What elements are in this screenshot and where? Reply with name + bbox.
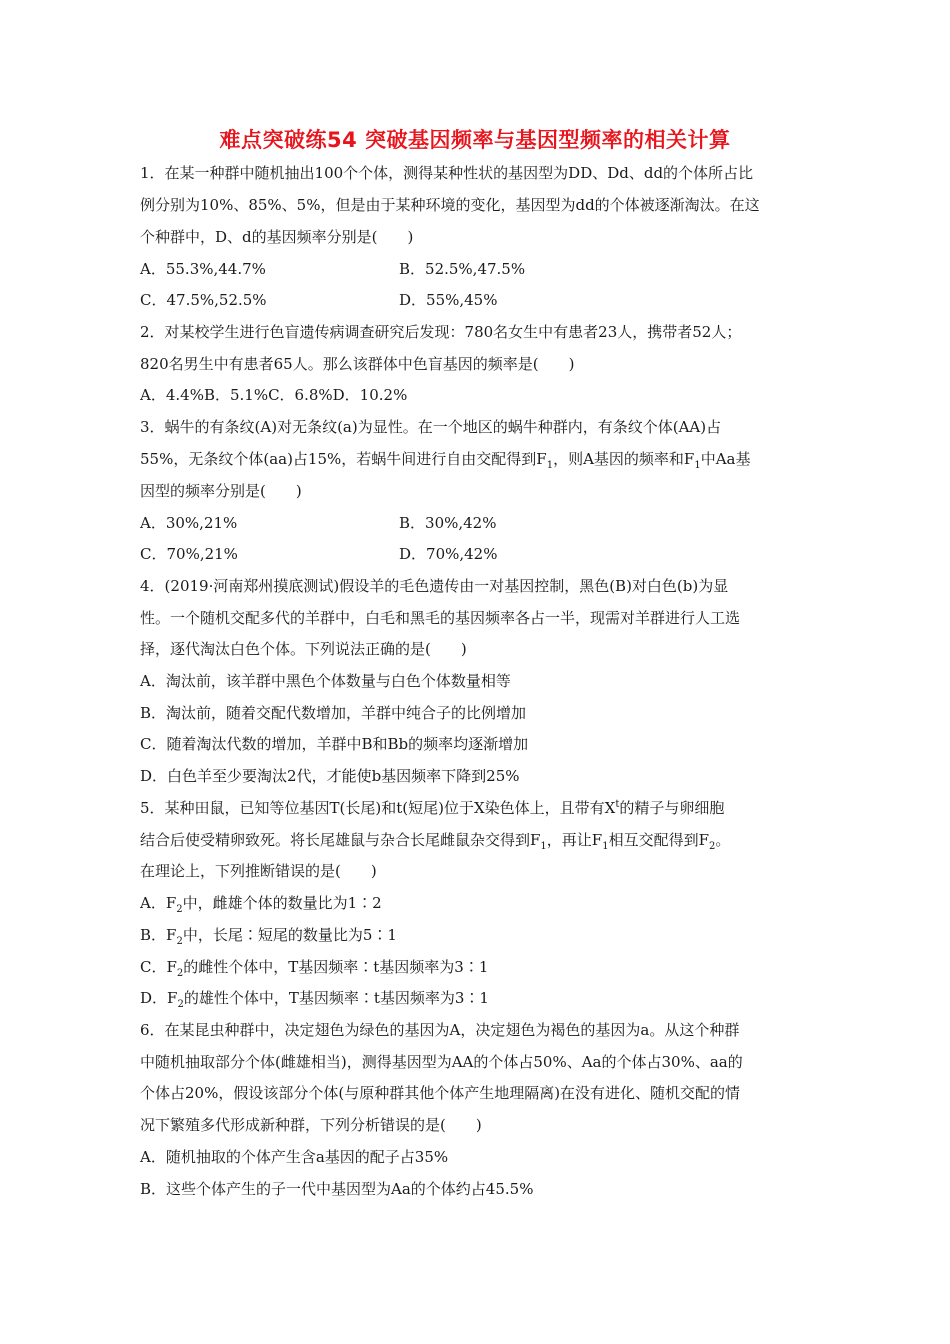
q6-stem-line1: 6．在某昆虫种群中，决定翅色为绿色的基因为A，决定翅色为褐色的基因为a。从这个种群 bbox=[140, 1021, 740, 1039]
q1-option-d: D．55%,45% bbox=[399, 291, 498, 309]
q5-stem-line1: 5．某种田鼠，已知等位基因T(长尾)和t(短尾)位于X染色体上，且带有$X^t$的精子与卵细胞 bbox=[140, 799, 725, 817]
q3-option-d: D．70%,42% bbox=[399, 545, 498, 563]
q4-stem-line2: 性。一个随机交配多代的羊群中，白毛和黑毛的基因频率各占一半，现需对羊群进行人工选 bbox=[140, 609, 741, 627]
q6-stem-line4: 况下繁殖多代形成新种群，下列分析错误的是( ) bbox=[140, 1116, 482, 1134]
q5-option-d: D．$F_2$的雄性个体中，T基因频率∶t基因频率为3∶1 bbox=[140, 989, 489, 1010]
q3-option-a: A．30%,21% bbox=[140, 514, 238, 532]
q4-stem-line3: 择，逐代淘汰白色个体。下列说法正确的是( ) bbox=[140, 640, 467, 658]
page-title: 难点突破练54 突破基因频率与基因型频率的相关计算 bbox=[219, 128, 731, 152]
q6-stem-line3: 个体占20%，假设该部分个体(与原种群其他个体产生地理隔离)在没有进化、随机交配的情 bbox=[140, 1084, 741, 1102]
q3-stem-line2: 55%，无条纹个体(aa)占15%，若蜗牛间进行自由交配得到$F_1$，则A基因的频率和$F_1$中Aa基 bbox=[140, 450, 751, 471]
q5-option-b: B．$F_2$中，长尾∶短尾的数量比为5∶1 bbox=[140, 926, 397, 947]
q1-option-b: B．52.5%,47.5% bbox=[399, 260, 526, 278]
q5-option-a: A．$F_2$中，雌雄个体的数量比为1∶2 bbox=[140, 894, 382, 915]
q1-stem-line1: 1．在某一种群中随机抽出100个个体，测得某种性状的基因型为DD、Dd、dd的个体所占比 bbox=[140, 164, 754, 182]
q1-stem-line3: 个种群中，D、d的基因频率分别是( ) bbox=[140, 228, 414, 246]
q3-option-b: B．30%,42% bbox=[399, 514, 497, 532]
q4-option-c: C．随着淘汰代数的增加，羊群中B和Bb的频率均逐渐增加 bbox=[140, 735, 529, 753]
q6-stem-line2: 中随机抽取部分个体(雌雄相当)，测得基因型为AA的个体占50%、Aa的个体占30%、aa的 bbox=[140, 1053, 743, 1071]
q2-options: A．4.4%B．5.1%C．6.8%D．10.2% bbox=[140, 386, 408, 404]
q3-option-c: C．70%,21% bbox=[140, 545, 238, 563]
q4-option-a: A．淘汰前，该羊群中黑色个体数量与白色个体数量相等 bbox=[140, 672, 511, 690]
q1-stem-line2: 例分别为10%、85%、5%，但是由于某种环境的变化，基因型为dd的个体被逐渐淘汰。在这 bbox=[140, 196, 760, 214]
q4-stem-line1: 4．(2019·河南郑州摸底测试)假设羊的毛色遗传由一对基因控制，黑色(B)对白色(b)为显 bbox=[140, 577, 729, 595]
q1-option-a: A．55.3%,44.7% bbox=[140, 260, 266, 278]
q6-option-b: B．这些个体产生的子一代中基因型为Aa的个体约占45.5% bbox=[140, 1180, 534, 1198]
q3-stem-line3: 因型的频率分别是( ) bbox=[140, 482, 302, 500]
q4-option-b: B．淘汰前，随着交配代数增加，羊群中纯合子的比例增加 bbox=[140, 704, 527, 722]
q2-stem-line1: 2．对某校学生进行色盲遗传病调查研究后发现：780名女生中有患者23人，携带者52人； bbox=[140, 323, 742, 341]
q1-option-c: C．47.5%,52.5% bbox=[140, 291, 267, 309]
q5-stem-line3: 在理论上，下列推断错误的是( ) bbox=[140, 862, 377, 880]
q3-stem-line1: 3．蜗牛的有条纹(A)对无条纹(a)为显性。在一个地区的蜗牛种群内，有条纹个体(AA)占 bbox=[140, 418, 722, 436]
q4-option-d: D．白色羊至少要淘汰2代，才能使b基因频率下降到25% bbox=[140, 767, 520, 785]
q5-option-c: C．$F_2$的雌性个体中，T基因频率∶t基因频率为3∶1 bbox=[140, 958, 489, 979]
q6-option-a: A．随机抽取的个体产生含a基因的配子占35% bbox=[140, 1148, 449, 1166]
q2-stem-line2: 820名男生中有患者65人。那么该群体中色盲基因的频率是( ) bbox=[140, 355, 575, 373]
q5-stem-line2: 结合后使受精卵致死。将长尾雄鼠与杂合长尾雌鼠杂交得到$F_1$，再让$F_1$相互交配得到$F_2$。 bbox=[140, 831, 731, 852]
